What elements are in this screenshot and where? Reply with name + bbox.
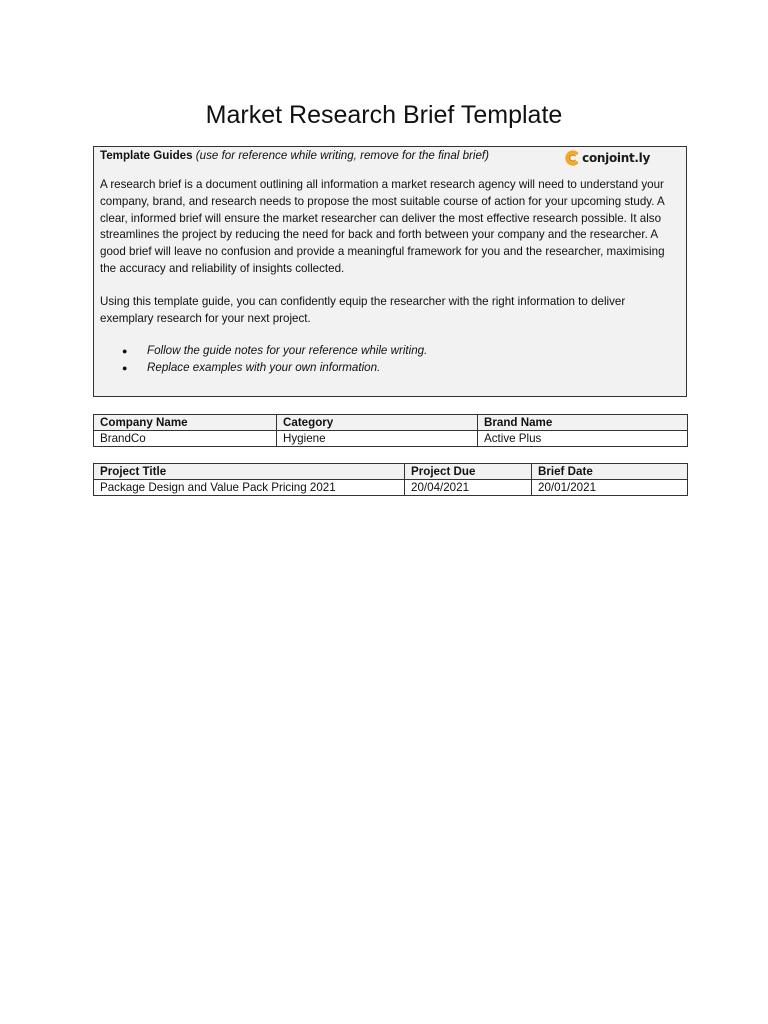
bullet-icon: ● <box>122 363 128 374</box>
conjointly-logo-icon <box>564 150 580 166</box>
table-row <box>94 480 688 496</box>
guide-header <box>100 148 680 168</box>
project-due-header: Project Due <box>405 464 532 480</box>
guide-note: (use for reference while writing, remove for the final brief) <box>195 149 489 162</box>
project-info-table <box>93 463 688 496</box>
guide-paragraph: A research brief is a document outlining all information a market research agency will need to understand your company, brand, and research needs to propose the most suitable course of action for your upcoming study. A clear, informed brief will ensure the market researcher can deliver the most effective research possible. It also streamlines the project by reducing the need for back and forth between your company and the researcher. A good brief will leave no confusion and provide a meaningful framework for you and the researcher, maximising the accuracy and reliability of insights collected. <box>100 178 665 275</box>
guide-bullet-item <box>119 360 680 377</box>
guide-bullet-list <box>100 343 680 377</box>
brief-date-header: Brief Date <box>532 464 688 480</box>
table-row <box>94 431 688 447</box>
project-due-cell: 20/04/2021 <box>405 480 532 496</box>
template-guide-box <box>93 146 687 397</box>
guide-bullet-text: Replace examples with your own information. <box>147 361 381 375</box>
guide-paragraph: Using this template guide, you can confidently equip the researcher with the right information to deliver exemplary research for your next project. <box>100 294 626 325</box>
brand-name-header: Brand Name <box>478 415 688 431</box>
guide-bullet-text: Follow the guide notes for your reference while writing. <box>147 344 428 358</box>
page-title: Market Research Brief Template <box>205 101 563 129</box>
bullet-icon: ● <box>122 346 128 357</box>
logo-text: conjoint.ly <box>582 150 650 165</box>
project-title-header: Project Title <box>94 464 405 480</box>
table-header-row <box>94 415 688 431</box>
brand-name-cell: Active Plus <box>478 431 688 447</box>
company-name-cell: BrandCo <box>94 431 277 447</box>
conjointly-logo <box>564 149 650 167</box>
brief-date-cell: 20/01/2021 <box>532 480 688 496</box>
guide-bullet-item <box>119 343 680 360</box>
company-name-header: Company Name <box>94 415 277 431</box>
category-cell: Hygiene <box>277 431 478 447</box>
table-header-row <box>94 464 688 480</box>
company-info-table <box>93 414 688 447</box>
project-title-cell: Package Design and Value Pack Pricing 2021 <box>94 480 405 496</box>
guide-heading: Template Guides <box>100 149 193 162</box>
category-header: Category <box>277 415 478 431</box>
